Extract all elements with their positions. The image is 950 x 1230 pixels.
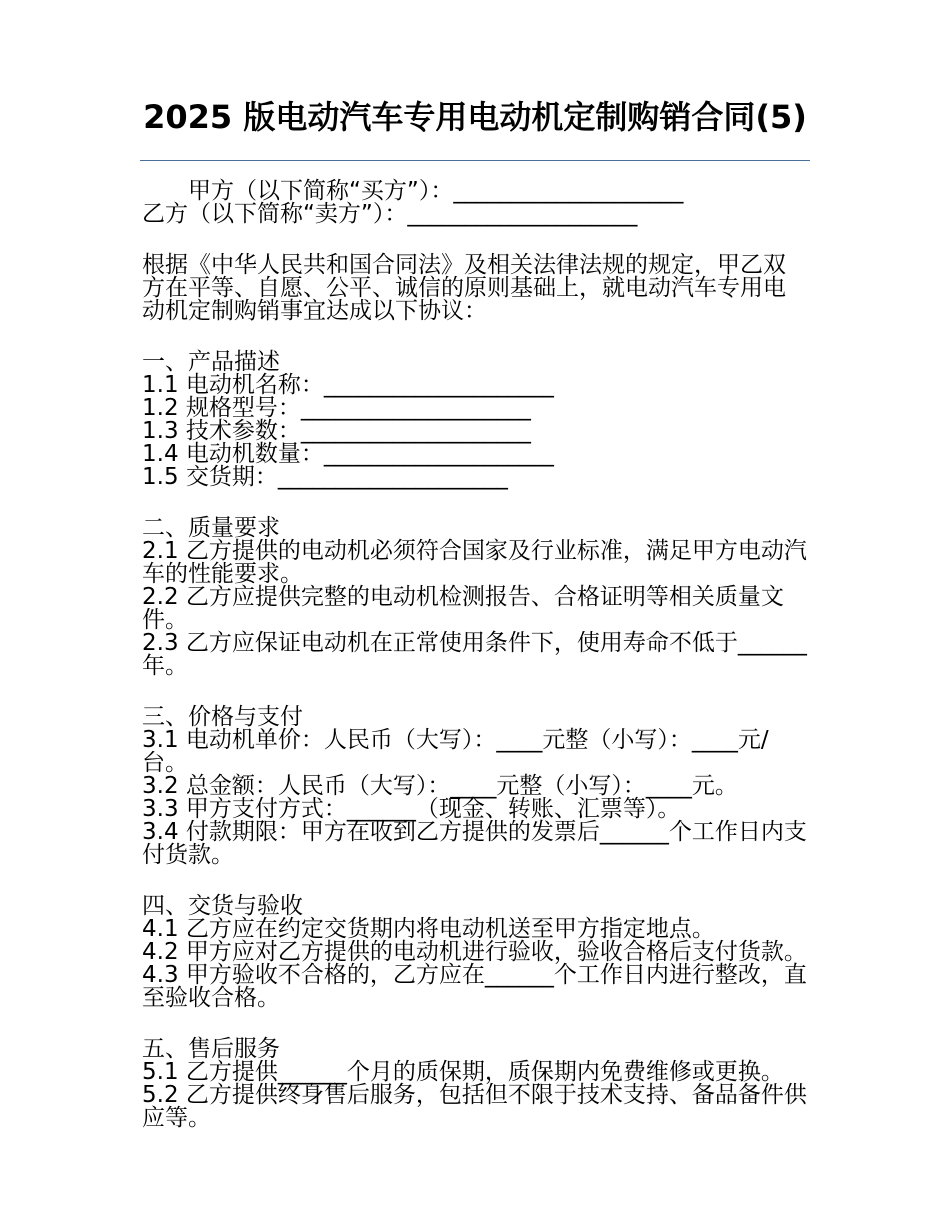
section-heading: 一、产品描述	[142, 349, 280, 375]
section-heading: 四、交货与验收	[142, 893, 303, 919]
clause-1-3: 1.3 技术参数：____________________	[142, 418, 531, 444]
buyer-line: 甲方（以下简称“买方”）：____________________	[188, 178, 684, 204]
document-body	[142, 180, 808, 1130]
clause-1-5: 1.5 交货期：____________________	[142, 464, 508, 490]
clause-3-1: 3.1 电动机单价：人民币（大写）：____元整（小写）：____元/台。	[142, 727, 769, 776]
clause-4-1: 4.1 乙方应在约定交货期内将电动机送至甲方指定地点。	[142, 916, 715, 942]
clause-3-3: 3.3 甲方支付方式：______（现金、转账、汇票等）。	[142, 796, 681, 822]
clause-1-2: 1.2 规格型号：____________________	[142, 395, 531, 421]
document-title: 2025 版电动汽车专用电动机定制购销合同(5)	[143, 98, 807, 136]
clause-2-1: 2.1 乙方提供的电动机必须符合国家及行业标准，满足甲方电动汽车的性能要求。	[142, 538, 807, 587]
clause-2-2: 2.2 乙方应提供完整的电动机检测报告、合格证明等相关质量文件。	[142, 584, 784, 633]
seller-line: 乙方（以下简称“卖方”）：____________________	[142, 201, 638, 227]
title-divider	[140, 160, 810, 161]
clause-1-1: 1.1 电动机名称：____________________	[142, 372, 554, 398]
section-heading: 三、价格与支付	[142, 704, 303, 730]
clause-4-3: 4.3 甲方验收不合格的，乙方应在______个工作日内进行整改，直至验收合格。	[142, 962, 807, 1011]
clause-3-2: 3.2 总金额：人民币（大写）：____元整（小写）：____元。	[142, 773, 738, 799]
preamble-paragraph: 根据《中华人民共和国合同法》及相关法律法规的规定，甲乙双方在平等、自愿、公平、诚信的原则基础上，就电动汽车专用电动机定制购销事宜达成以下协议：	[142, 252, 786, 324]
clause-5-1: 5.1 乙方提供______个月的质保期，质保期内免费维修或更换。	[142, 1059, 784, 1085]
section-heading: 五、售后服务	[142, 1036, 280, 1062]
section-heading: 二、质量要求	[142, 515, 280, 541]
clause-5-2: 5.2 乙方提供终身售后服务，包括但不限于技术支持、备品备件供应等。	[142, 1082, 807, 1131]
clause-4-2: 4.2 甲方应对乙方提供的电动机进行验收，验收合格后支付货款。	[142, 939, 807, 965]
clause-1-4: 1.4 电动机数量：____________________	[142, 441, 554, 467]
clause-2-3: 2.3 乙方应保证电动机在正常使用条件下，使用寿命不低于______年。	[142, 630, 807, 679]
clause-3-4: 3.4 付款期限：甲方在收到乙方提供的发票后______个工作日内支付货款。	[142, 819, 807, 868]
